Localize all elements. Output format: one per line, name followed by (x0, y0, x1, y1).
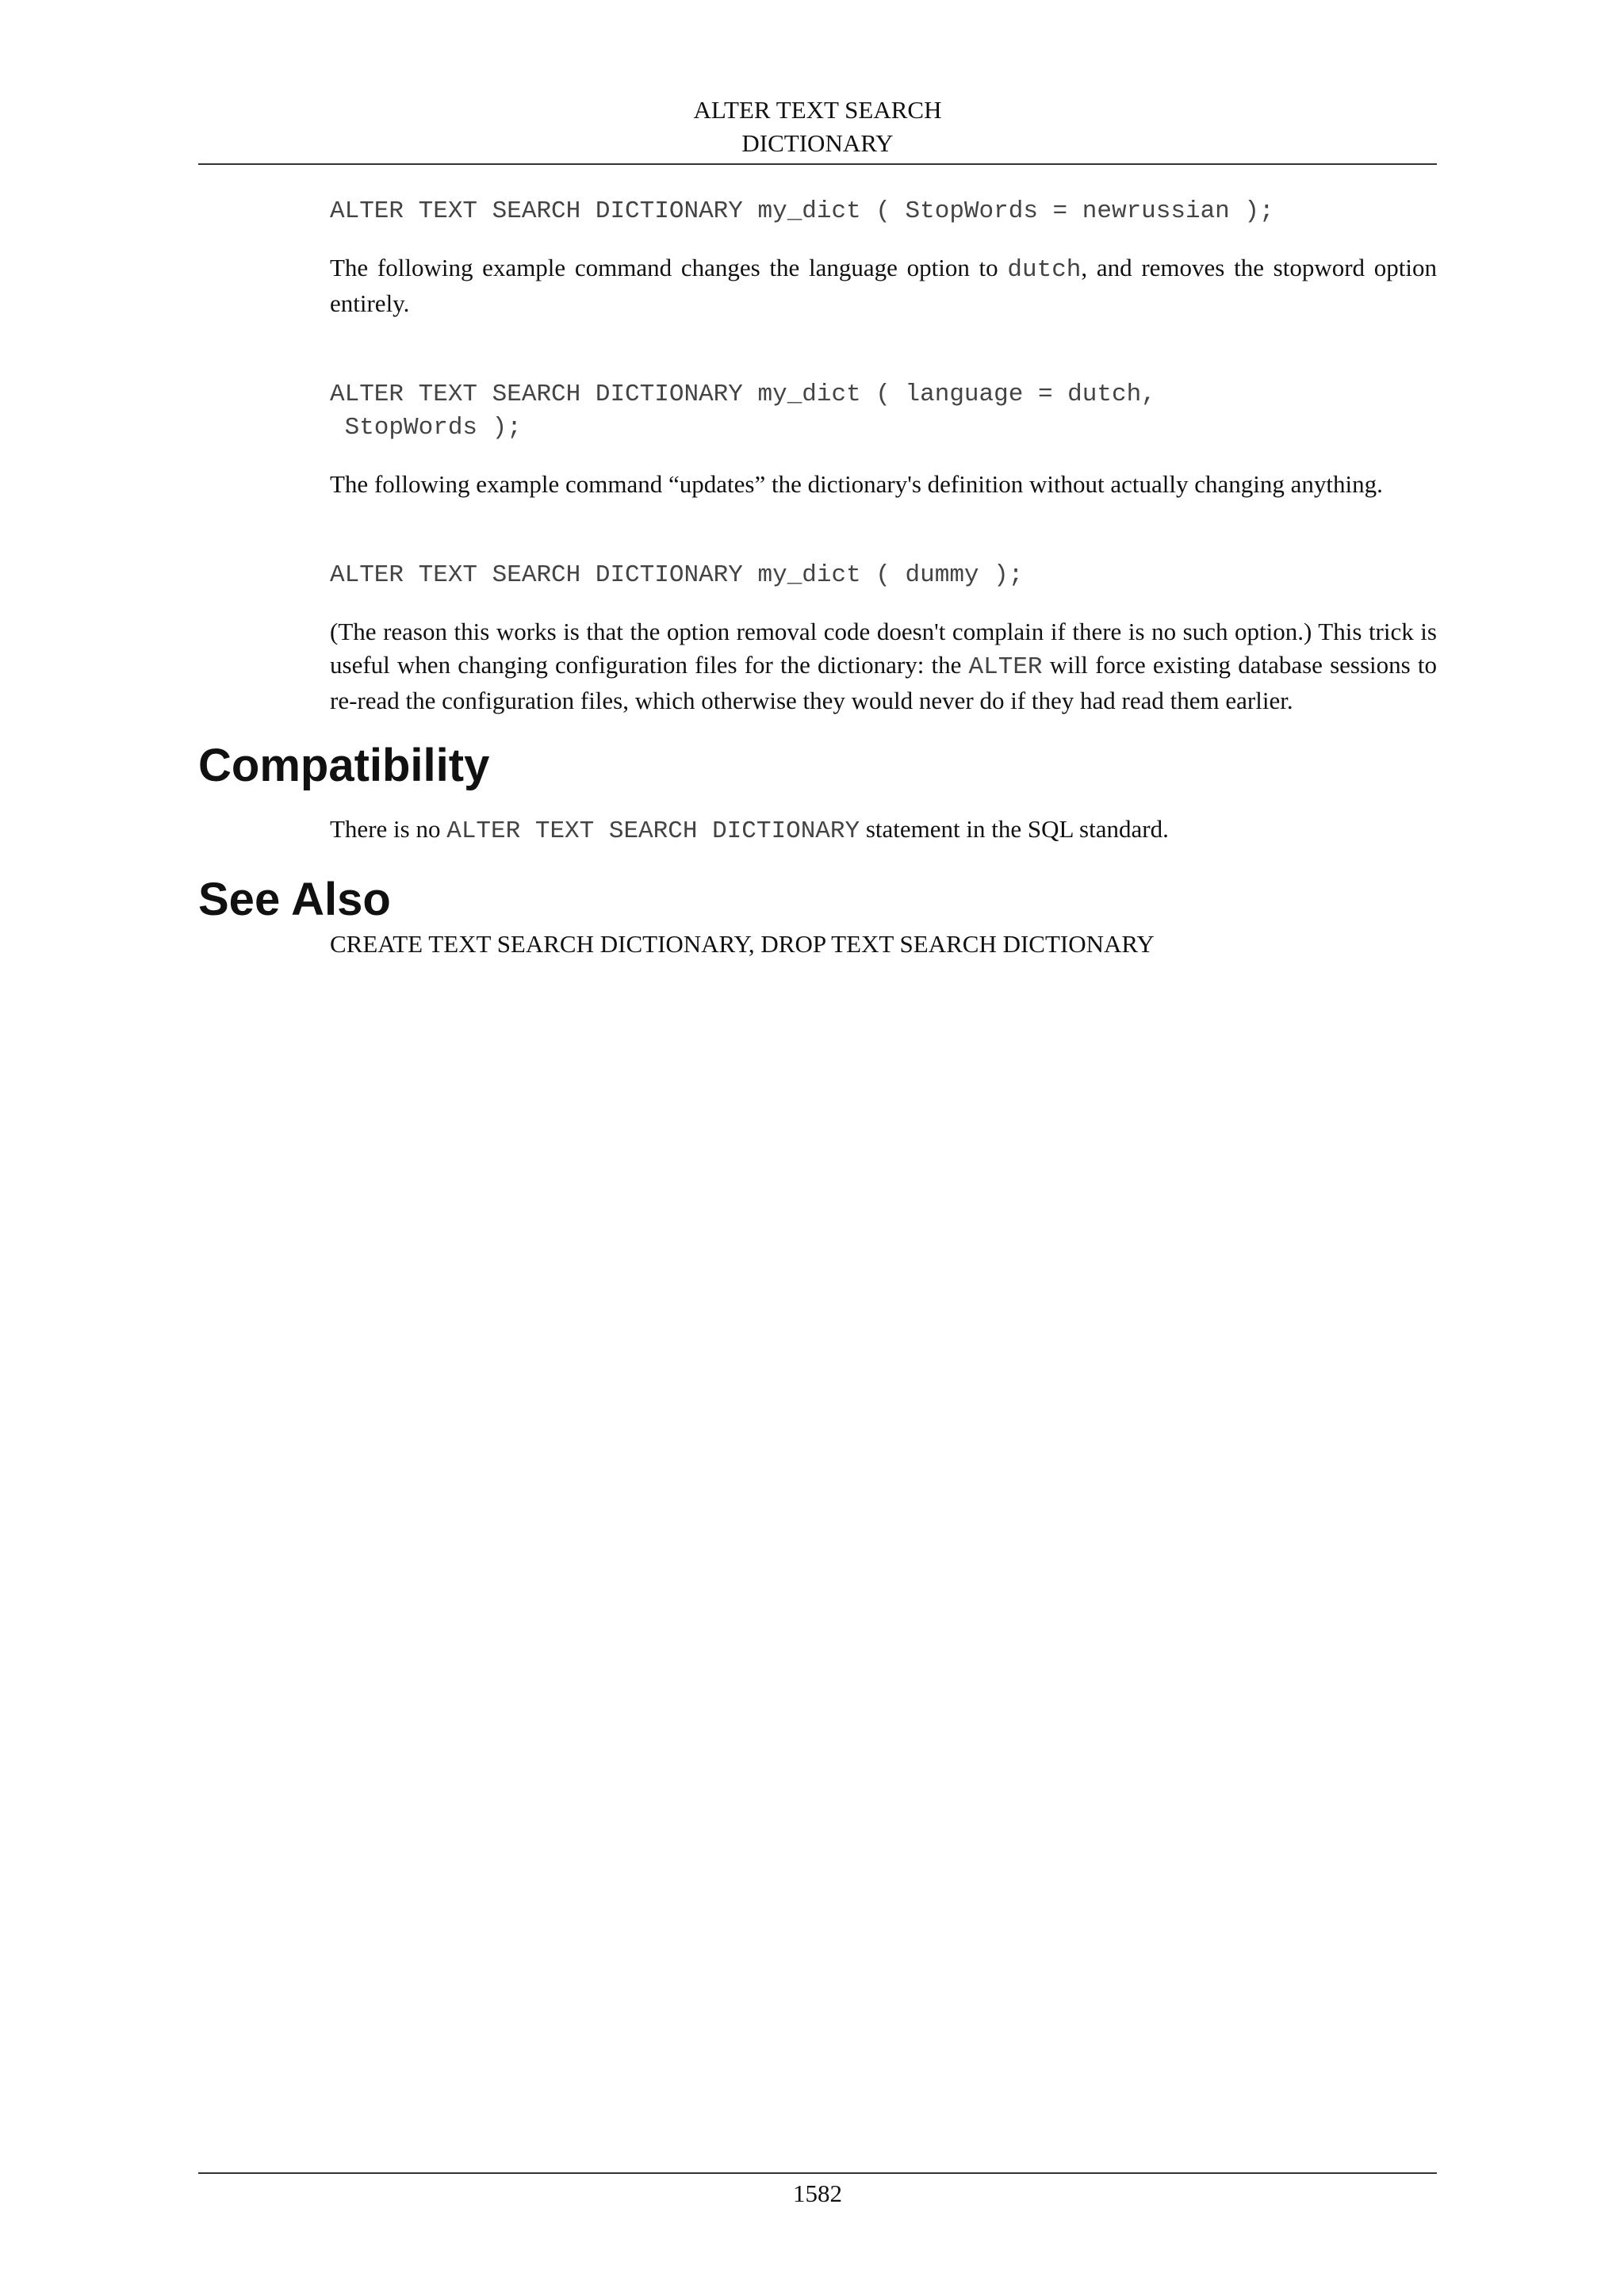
compatibility-section (330, 813, 1437, 848)
page-content (198, 187, 1437, 961)
paragraph-language-option: The following example command changes the language option to dutch, and removes the stopword option entirely. (330, 254, 1438, 317)
paragraph-reason: (The reason this works is that the option removal code doesn't complain if there is no such option.) This trick is useful when changing configuration files for the dictionary: the ALTER will force existing database sessions to re-read the configuration files, which otherwise they would never do if they had read them earlier. (330, 618, 1437, 714)
see-also-links[interactable]: CREATE TEXT SEARCH DICTIONARY, DROP TEXT SEARCH DICTIONARY (330, 930, 1155, 958)
compatibility-text: There is no ALTER TEXT SEARCH DICTIONARY statement in the SQL standard. (330, 815, 1169, 845)
see-also-heading: See Also (198, 874, 391, 925)
header-line-1: ALTER TEXT SEARCH (693, 96, 942, 124)
inline-code-alter: ALTER (968, 653, 1043, 681)
code-example-language: ALTER TEXT SEARCH DICTIONARY my_dict ( language = dutch, StopWords ); (330, 381, 1156, 442)
inline-code-statement: ALTER TEXT SEARCH DICTIONARY (446, 817, 860, 845)
code-example-stopwords: ALTER TEXT SEARCH DICTIONARY my_dict ( StopWords = newrussian ); (330, 197, 1274, 225)
code-example-dummy: ALTER TEXT SEARCH DICTIONARY my_dict ( dummy ); (330, 561, 1024, 589)
page-number: 1582 (793, 2179, 842, 2207)
paragraph-updates: The following example command “updates” the dictionary's definition without actually changing anything. (330, 470, 1383, 498)
running-header (198, 94, 1437, 160)
header-rule (198, 163, 1437, 165)
examples-section (330, 195, 1437, 718)
see-also-section (330, 928, 1437, 961)
inline-code-dutch: dutch (1007, 256, 1082, 284)
footer-rule (198, 2172, 1437, 2174)
compatibility-heading: Compatibility (198, 740, 490, 791)
header-line-2: DICTIONARY (741, 129, 894, 157)
